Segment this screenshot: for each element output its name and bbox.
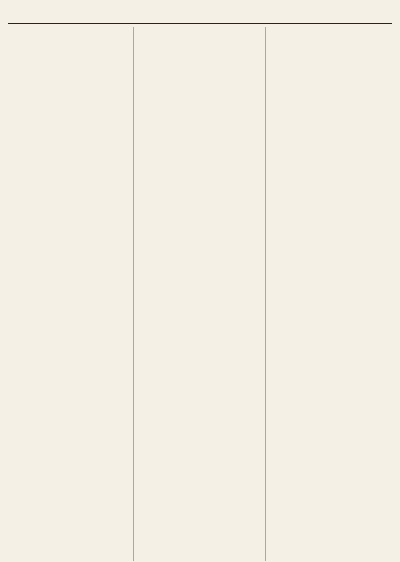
entry-name bbox=[139, 119, 260, 126]
entry-detail bbox=[271, 93, 392, 100]
entry-name bbox=[139, 27, 260, 34]
entry-name bbox=[271, 100, 392, 107]
entry-name bbox=[8, 40, 129, 47]
directory-entry bbox=[271, 106, 392, 119]
directory-entry bbox=[8, 67, 129, 80]
entry-detail bbox=[139, 133, 260, 140]
entry-detail bbox=[8, 133, 129, 140]
entry-name bbox=[271, 40, 392, 47]
directory-entry bbox=[8, 47, 129, 60]
entry-detail bbox=[271, 113, 392, 120]
entry-name bbox=[8, 86, 129, 93]
entry-detail bbox=[139, 93, 260, 100]
entry-name bbox=[139, 106, 260, 113]
directory-entry bbox=[8, 86, 129, 99]
column-3 bbox=[271, 27, 392, 561]
entry-detail bbox=[139, 113, 260, 120]
entry-name bbox=[271, 67, 392, 74]
directory-entry bbox=[139, 139, 260, 146]
entry-detail bbox=[8, 93, 129, 100]
entry-detail bbox=[271, 53, 392, 60]
directory-entry bbox=[271, 100, 392, 107]
directory-entry bbox=[139, 67, 260, 80]
entry-name bbox=[8, 106, 129, 113]
entry-detail bbox=[271, 133, 392, 140]
entry-name bbox=[139, 40, 260, 47]
entry-detail bbox=[271, 34, 392, 41]
entry-name bbox=[271, 27, 392, 34]
directory-entry bbox=[271, 27, 392, 40]
directory-entry bbox=[271, 60, 392, 67]
entry-detail bbox=[271, 73, 392, 80]
entry-name bbox=[139, 139, 260, 146]
entry-name bbox=[271, 126, 392, 133]
entry-name bbox=[271, 106, 392, 113]
entry-name bbox=[271, 60, 392, 67]
directory-entry bbox=[139, 80, 260, 87]
entry-name bbox=[271, 86, 392, 93]
entry-detail bbox=[8, 34, 129, 41]
entry-name bbox=[139, 80, 260, 87]
entry-name bbox=[271, 80, 392, 87]
directory-entry bbox=[271, 80, 392, 87]
entry-name bbox=[139, 60, 260, 67]
entry-name bbox=[8, 60, 129, 67]
entry-detail bbox=[139, 34, 260, 41]
directory-entry bbox=[139, 47, 260, 60]
entry-name bbox=[139, 100, 260, 107]
directory-entry bbox=[8, 40, 129, 47]
directory-entry bbox=[271, 47, 392, 60]
directory-entry bbox=[8, 106, 129, 119]
directory-entry bbox=[139, 60, 260, 67]
entry-detail bbox=[8, 73, 129, 80]
directory-entry bbox=[8, 100, 129, 107]
entry-name bbox=[8, 139, 129, 146]
directory-entry bbox=[8, 80, 129, 87]
directory-entry bbox=[8, 126, 129, 139]
directory-entry bbox=[271, 67, 392, 80]
directory-entry bbox=[271, 119, 392, 126]
column-2 bbox=[139, 27, 265, 561]
entry-detail bbox=[139, 73, 260, 80]
entry-name bbox=[139, 47, 260, 54]
entry-name bbox=[139, 86, 260, 93]
directory-entry bbox=[8, 27, 129, 40]
entry-columns bbox=[8, 27, 392, 561]
entry-name bbox=[271, 139, 392, 146]
directory-entry bbox=[139, 100, 260, 107]
directory-entry bbox=[8, 60, 129, 67]
entry-name bbox=[139, 67, 260, 74]
entry-name bbox=[8, 47, 129, 54]
entry-detail bbox=[8, 113, 129, 120]
entry-name bbox=[8, 27, 129, 34]
entry-name bbox=[271, 47, 392, 54]
entry-detail bbox=[8, 53, 129, 60]
directory-entry bbox=[271, 139, 392, 146]
directory-entry bbox=[8, 119, 129, 126]
entry-name bbox=[8, 67, 129, 74]
directory-entry bbox=[8, 139, 129, 146]
page-header bbox=[8, 6, 392, 24]
entry-detail bbox=[139, 53, 260, 60]
directory-entry bbox=[139, 40, 260, 47]
directory-entry bbox=[271, 126, 392, 139]
directory-entry bbox=[139, 126, 260, 139]
directory-entry bbox=[139, 86, 260, 99]
entry-name bbox=[271, 119, 392, 126]
entry-name bbox=[8, 80, 129, 87]
column-1 bbox=[8, 27, 134, 561]
directory-entry bbox=[271, 86, 392, 99]
entry-name bbox=[8, 119, 129, 126]
directory-entry bbox=[271, 40, 392, 47]
directory-entry bbox=[139, 106, 260, 119]
directory-entry bbox=[139, 119, 260, 126]
entry-name bbox=[8, 126, 129, 133]
directory-entry bbox=[139, 27, 260, 40]
entry-name bbox=[139, 126, 260, 133]
entry-name bbox=[8, 100, 129, 107]
